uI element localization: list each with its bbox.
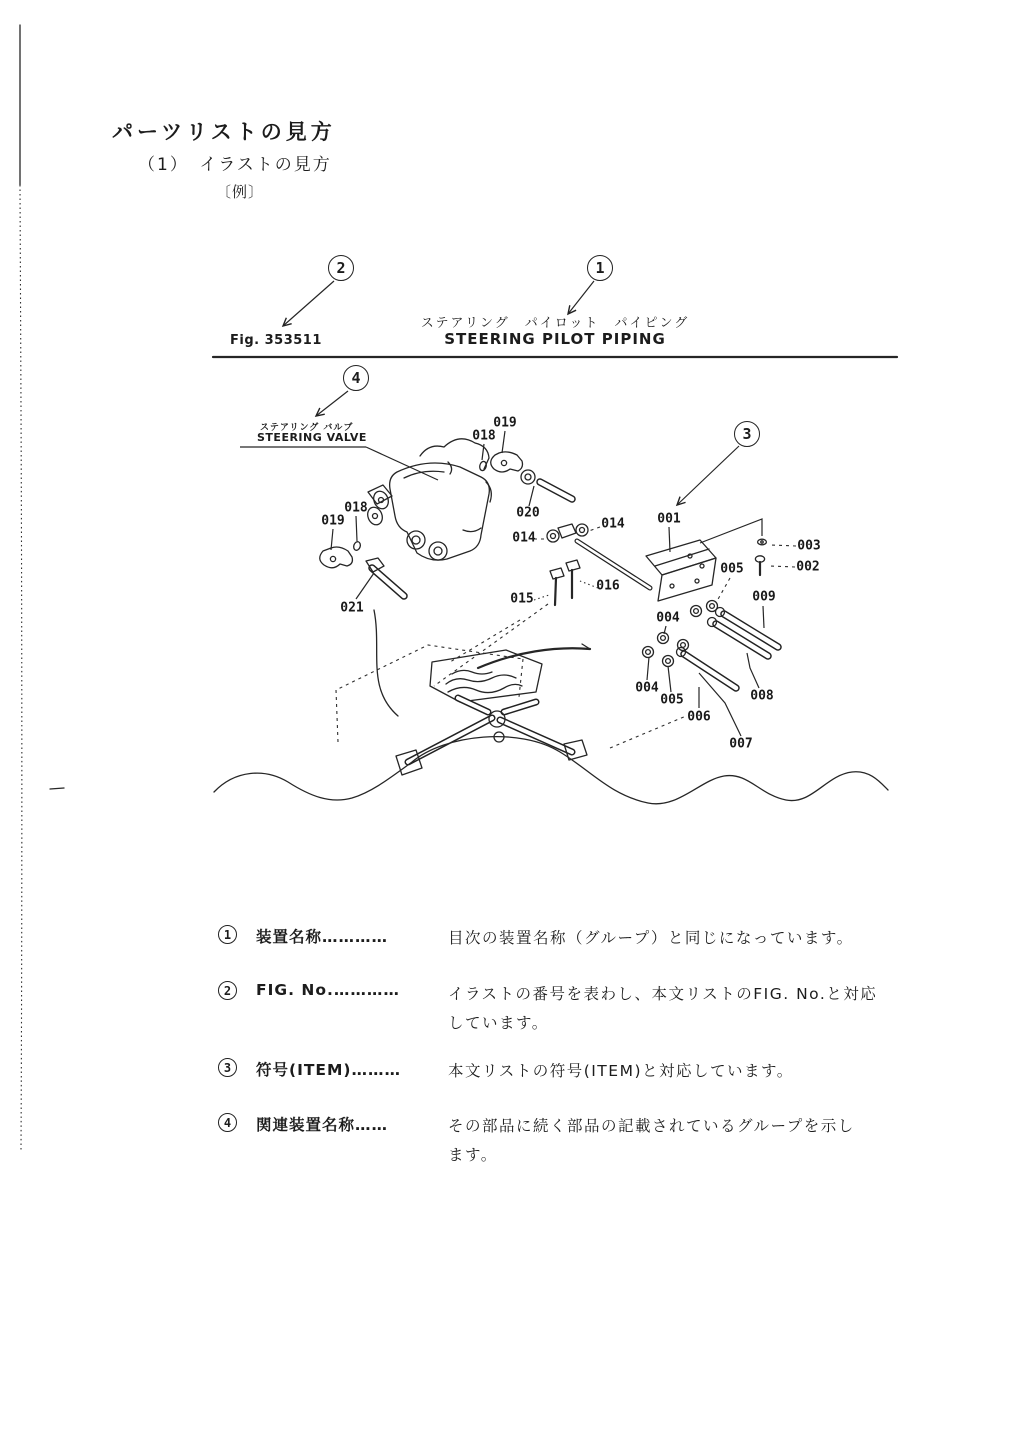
item-description xyxy=(448,1057,794,1086)
scan-artifact-line xyxy=(20,25,64,1150)
machine-drawing xyxy=(336,604,686,775)
part-label-014: 014 xyxy=(512,530,536,546)
figure-number: Fig. 353511 xyxy=(230,333,322,348)
desc-line: その部品に続く部品の記載されているグループを示し xyxy=(448,1117,855,1135)
item-number-circle: 3 xyxy=(218,1058,237,1077)
item-number-circle: 2 xyxy=(218,981,237,1000)
page-subtitle: （1） イラストの見方 xyxy=(138,155,332,175)
item-term: 符号(ITEM)……… xyxy=(256,1061,402,1079)
part-label-021: 021 xyxy=(340,600,364,616)
part-label-019: 019 xyxy=(493,415,517,431)
item-description xyxy=(448,980,877,1038)
part-label-020: 020 xyxy=(516,505,540,521)
desc-line: 本文リストの符号(ITEM)と対応しています。 xyxy=(448,1062,794,1080)
item-number-circle: 4 xyxy=(218,1113,237,1132)
desc-line: 目次の装置名称（グループ）と同じになっています。 xyxy=(448,929,854,947)
part-label-014: 014 xyxy=(601,516,625,532)
part-label-018: 018 xyxy=(472,428,496,444)
item-number-circle: 1 xyxy=(218,925,237,944)
figure-title-ja: ステアリング パイロット パイピング xyxy=(420,316,690,331)
item-term: 関連装置名称…… xyxy=(256,1116,389,1134)
page-title: パーツリストの見方 xyxy=(112,120,336,144)
part-label-008: 008 xyxy=(750,688,774,704)
part-label-015: 015 xyxy=(510,591,534,607)
item-description xyxy=(448,924,854,953)
part-label-005: 005 xyxy=(660,692,684,708)
steering-valve-drawing xyxy=(365,439,491,560)
example-label: 〔例〕 xyxy=(216,183,265,201)
valve-label-ja: ステアリング バルブ xyxy=(260,423,354,433)
part-label-004: 004 xyxy=(635,680,659,696)
part-label-002: 002 xyxy=(796,559,820,575)
callout-4: 4 xyxy=(343,365,369,391)
item-term: FIG. No.………… xyxy=(256,981,400,999)
item-term: 装置名称………… xyxy=(256,928,389,946)
part-label-009: 009 xyxy=(752,589,776,605)
break-wave-line xyxy=(214,737,888,804)
desc-line: しています。 xyxy=(448,1014,549,1032)
bolts-015-016 xyxy=(534,560,598,605)
part-label-016: 016 xyxy=(596,578,620,594)
part-label-019: 019 xyxy=(321,513,345,529)
figure-title-en: STEERING PILOT PIPING xyxy=(444,330,666,348)
part-label-018: 018 xyxy=(344,500,368,516)
clamps-and-pipe xyxy=(534,524,650,588)
item-description xyxy=(448,1112,855,1170)
callout-2: 2 xyxy=(328,255,354,281)
valve-label-lines xyxy=(240,447,438,480)
callout-1: 1 xyxy=(587,255,613,281)
part-label-006: 006 xyxy=(687,709,711,725)
part-label-003: 003 xyxy=(797,538,821,554)
part-label-001: 001 xyxy=(657,511,681,527)
part-label-007: 007 xyxy=(729,736,753,752)
desc-line: イラストの番号を表わし、本文リストのFIG. No.と対応 xyxy=(448,985,878,1003)
valve-label-en: STEERING VALVE xyxy=(257,431,367,444)
callout-3: 3 xyxy=(734,421,760,447)
desc-line: ます。 xyxy=(448,1146,498,1164)
part-label-005: 005 xyxy=(720,561,744,577)
part-label-004: 004 xyxy=(656,610,680,626)
